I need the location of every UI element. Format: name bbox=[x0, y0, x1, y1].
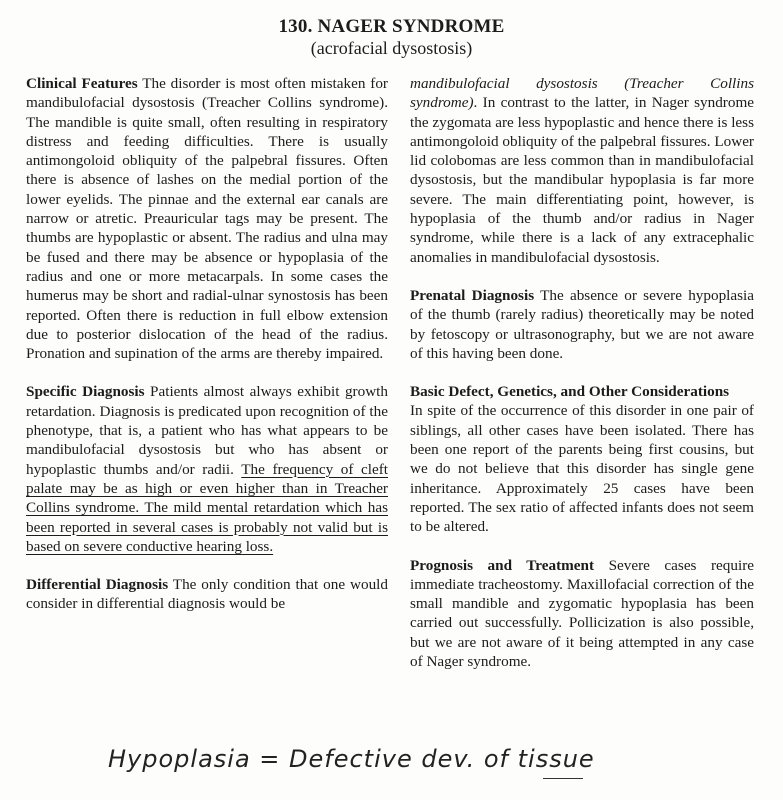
prenatal-diagnosis-text: The absence or severe hypoplasia of the thumb (rarely radius) theoretically may be noted by fetoscopy or ultrasonography, but we are not aware of this having been done. bbox=[410, 286, 754, 362]
basic-defect-text: In spite of the occurrence of this disorder in one pair of siblings, all other cases have been isolated. There has been one report of the parents being first cousins, but we do not believe that this disorder has single gene inheritance. Approximately 25 cases have been reported. The sex ratio of affected infants does not seem to be altered. bbox=[410, 402, 754, 536]
prognosis-treatment-text: Severe cases require immediate tracheostomy. Maxillofacial correction of the small mandible and zygomatic hypoplasia has been carried out successfully. Pollicization is also possible, but we are not aware of it being attempted in any case of Nager syndrome. bbox=[410, 556, 754, 671]
section-specific-diagnosis bbox=[26, 382, 388, 556]
handwritten-note: Hypoplasia = Defective dev. of tissue bbox=[108, 745, 595, 773]
differential-diagnosis-italic: mandibulofacial dysostosis (Treacher Collins syndrome) bbox=[410, 75, 754, 112]
section-prognosis-treatment bbox=[410, 556, 754, 672]
title-block bbox=[0, 16, 783, 59]
section-differential-diagnosis-continued bbox=[410, 74, 754, 267]
specific-diagnosis-heading: Specific Diagnosis bbox=[26, 383, 145, 401]
left-column bbox=[26, 74, 388, 633]
differential-diagnosis-text: The only condition that one would consider in differential diagnosis would be bbox=[26, 576, 388, 613]
prognosis-treatment-heading: Prognosis and Treatment bbox=[410, 556, 595, 574]
differential-diagnosis-heading: Differential Diagnosis bbox=[26, 576, 169, 594]
clinical-features-text: The disorder is most often mistaken for mandibulofacial dysostosis (Treacher Collins syndrome). The mandible is quite small, often resulting in respiratory distress and feeding difficulties. There is usually antimongoloid obliquity of the palpebral fissures. Often there is absence of lashes on the medial portion of the lower eyelids. The pinnae and the external ear canals are narrow or atretic. Preauricular tags may be present. The thumbs are hypoplastic or absent. The radius and ulna may be fused and there may be absence or hypoplasia of the radius and one or more metacarpals. In some cases the humerus may be short and radial-ulnar synostosis has been reported. Often there is reduction in full elbow extension due to posterior dislocation of the head of the radius. Pronation and supination of the arms are thereby impaired. bbox=[26, 75, 388, 363]
section-differential-diagnosis bbox=[26, 575, 388, 614]
page-subtitle: (acrofacial dysostosis) bbox=[310, 38, 473, 58]
section-prenatal-diagnosis bbox=[410, 286, 754, 363]
handwritten-underline bbox=[543, 778, 583, 779]
right-column bbox=[410, 74, 754, 690]
page-title: 130. NAGER SYNDROME bbox=[278, 16, 505, 37]
clinical-features-heading: Clinical Features bbox=[26, 75, 138, 92]
section-clinical-features bbox=[26, 74, 388, 363]
differential-diagnosis-text-continued: . In contrast to the latter, in Nager syndrome the zygomata are less hypoplastic and hence there is less antimongoloid obliquity of the palpebral fissures. Lower lid colobomas are less common than in mandibulofacial dysostosis, but the mandibular hypoplasia is far more severe. The main differentiating point, however, is hypoplasia of the thumb and/or radius in Nager syndrome, while there is a lack of any extracephalic anomalies in mandibulofacial dysostosis. bbox=[410, 94, 754, 266]
specific-diagnosis-underlined-text: The frequency of cleft palate may be as high or even higher than in Treacher Collins syndrome. The mild mental retardation which has been reported in several cases is probably not valid but is based on severe conductive hearing loss. bbox=[26, 460, 388, 555]
section-basic-defect bbox=[410, 382, 754, 536]
basic-defect-heading: Basic Defect, Genetics, and Other Considerations bbox=[410, 383, 730, 401]
specific-diagnosis-text: Patients almost always exhibit growth retardation. Diagnosis is predicated upon recognition of the phenotype, that is, a patient who has what appears to be mandibulofacial dysostosis but who has absent or hypoplastic thumbs and/or radii. bbox=[26, 383, 388, 478]
prenatal-diagnosis-heading: Prenatal Diagnosis bbox=[410, 286, 535, 304]
